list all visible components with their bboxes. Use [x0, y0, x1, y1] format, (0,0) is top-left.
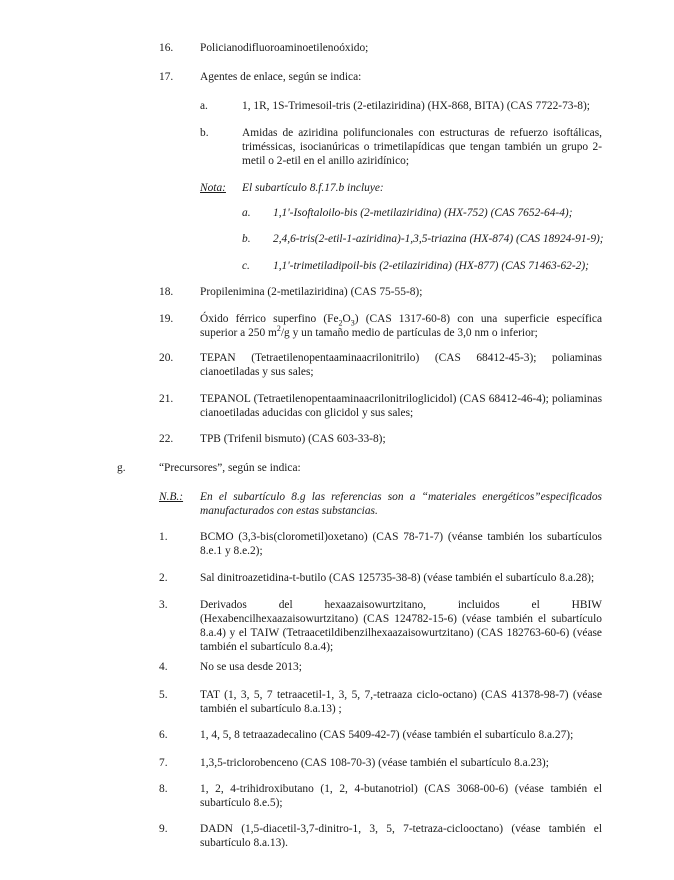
item-text: 1, 2, 4-trihidroxibutano (1, 2, 4-butanotriol) (CAS 3068-00-6) (véase también el subartículo 8.e.5); — [200, 783, 602, 809]
item-text: BCMO (3,3-bis(clorometil)oxetano) (CAS 78-71-7) (véanse también los subartículos 8.e.1 y 8.e.2); — [200, 531, 602, 557]
nb-label: N.B.: — [159, 491, 184, 503]
item-text: Amidas de aziridina polifuncionales con estructuras de refuerzo isoftálicas, triméssicas, isocianúricas o trimetilapídicas que tengan también un grupo 2-metil o 2-etil en el anillo aziridínico; — [242, 127, 602, 167]
item-text: Agentes de enlace, según se indica: — [200, 71, 362, 83]
item-text: No se usa desde 2013; — [200, 661, 302, 673]
section-letter: g. — [117, 462, 126, 474]
item-number: 7. — [159, 757, 168, 769]
item-text: Policianodifluoroaminoetilenoóxido; — [200, 42, 369, 54]
item-number: b. — [200, 127, 209, 139]
item-number: 3. — [159, 599, 168, 611]
nb-text: En el subartículo 8.g las referencias son a “materiales energéticos”especificados manufacturados con estas substancias. — [200, 491, 602, 517]
note-text: El subartículo 8.f.17.b incluye: — [242, 182, 384, 194]
item-text: DADN (1,5-diacetil-3,7-dinitro-1, 3, 5, 7-tetraza-ciclooctano) (véase también el subartículo 8.a.13). — [200, 823, 602, 849]
item-text: 2,4,6-tris(2-etil-1-aziridina)-1,3,5-triazina (HX-874) (CAS 18924-91-9); — [273, 233, 604, 245]
item-text: Sal dinitroazetidina-t-butilo (CAS 125735-38-8) (véase también el subartículo 8.a.28); — [200, 572, 595, 584]
item-number: a. — [200, 100, 208, 112]
item-text: TEPANOL (Tetraetilenopentaaminaacrilonitriloglicidol) (CAS 68412-46-4); poliaminas cianoetiladas aducidas con glicidol y sus sales; — [200, 393, 602, 419]
item-text: 1,3,5-triclorobenceno (CAS 108-70-3) (véase también el subartículo 8.a.23); — [200, 757, 549, 769]
item-text: 1,1'-Isoftaloilo-bis (2-metilaziridina) (HX-752) (CAS 7652-64-4); — [273, 207, 573, 219]
item-number: 2. — [159, 572, 168, 584]
item-number: 8. — [159, 783, 168, 795]
item-number: 21. — [159, 393, 174, 405]
item-text: 1, 4, 5, 8 tetraazadecalino (CAS 5409-42-7) (véase también el subartículo 8.a.27); — [200, 729, 574, 741]
item-number: 17. — [159, 71, 174, 83]
item-number: 22. — [159, 433, 174, 445]
item-text: Propilenimina (2-metilaziridina) (CAS 75-55-8); — [200, 286, 423, 298]
item-number: c. — [242, 260, 250, 272]
item-text: TAT (1, 3, 5, 7 tetraacetil-1, 3, 5, 7,-tetraaza ciclo-octano) (CAS 41378-98-7) (véase también el subartículo 8.a.13) ; — [200, 689, 602, 715]
item-number: 18. — [159, 286, 174, 298]
note-label: Nota: — [200, 182, 226, 194]
item-number: 1. — [159, 531, 168, 543]
item-number: 9. — [159, 823, 168, 835]
item-text: Derivados del hexaazaisowurtzitano, incluidos el HBIW (Hexabencilhexaazaisowurtzitano) (CAS 124782-15-6) (véase también el subartículo 8.a.4) y el TAIW (Tetraacetildibenzilhexaazaisowurtzitano) (CAS 182763-60-6) (véase también el subartículo 8.a.4); — [200, 599, 602, 653]
item-text: TPB (Trifenil bismuto) (CAS 603-33-8); — [200, 433, 386, 445]
item-number: 20. — [159, 352, 174, 364]
item-number: a. — [242, 207, 251, 219]
item-number: 6. — [159, 729, 168, 741]
item-text: TEPAN (Tetraetilenopentaaminaacrilonitrilo) (CAS 68412-45-3); poliaminas cianoetiladas y sus sales; — [200, 352, 602, 378]
item-text: Óxido férrico superfino $(Fe_2O_3)$ (CAS 1317-60-8) con una superficie específica superior a 250 $m^2/g$ y un tamaño medio de partículas de 3,0 nm o inferior; — [200, 313, 603, 339]
item-number: 4. — [159, 661, 168, 673]
item-text: 1, 1R, 1S-Trimesoil-tris (2-etilaziridina) (HX-868, BITA) (CAS 7722-73-8); — [242, 100, 590, 112]
item-number: 19. — [159, 313, 174, 325]
item-number: 5. — [159, 689, 168, 701]
item-text: 1,1'-trimetiladipoil-bis (2-etilaziridina) (HX-877) (CAS 71463-62-2); — [273, 260, 589, 272]
item-number: b. — [242, 233, 251, 245]
section-title: “Precursores”, según se indica: — [159, 462, 301, 474]
item-number: 16. — [159, 42, 174, 54]
